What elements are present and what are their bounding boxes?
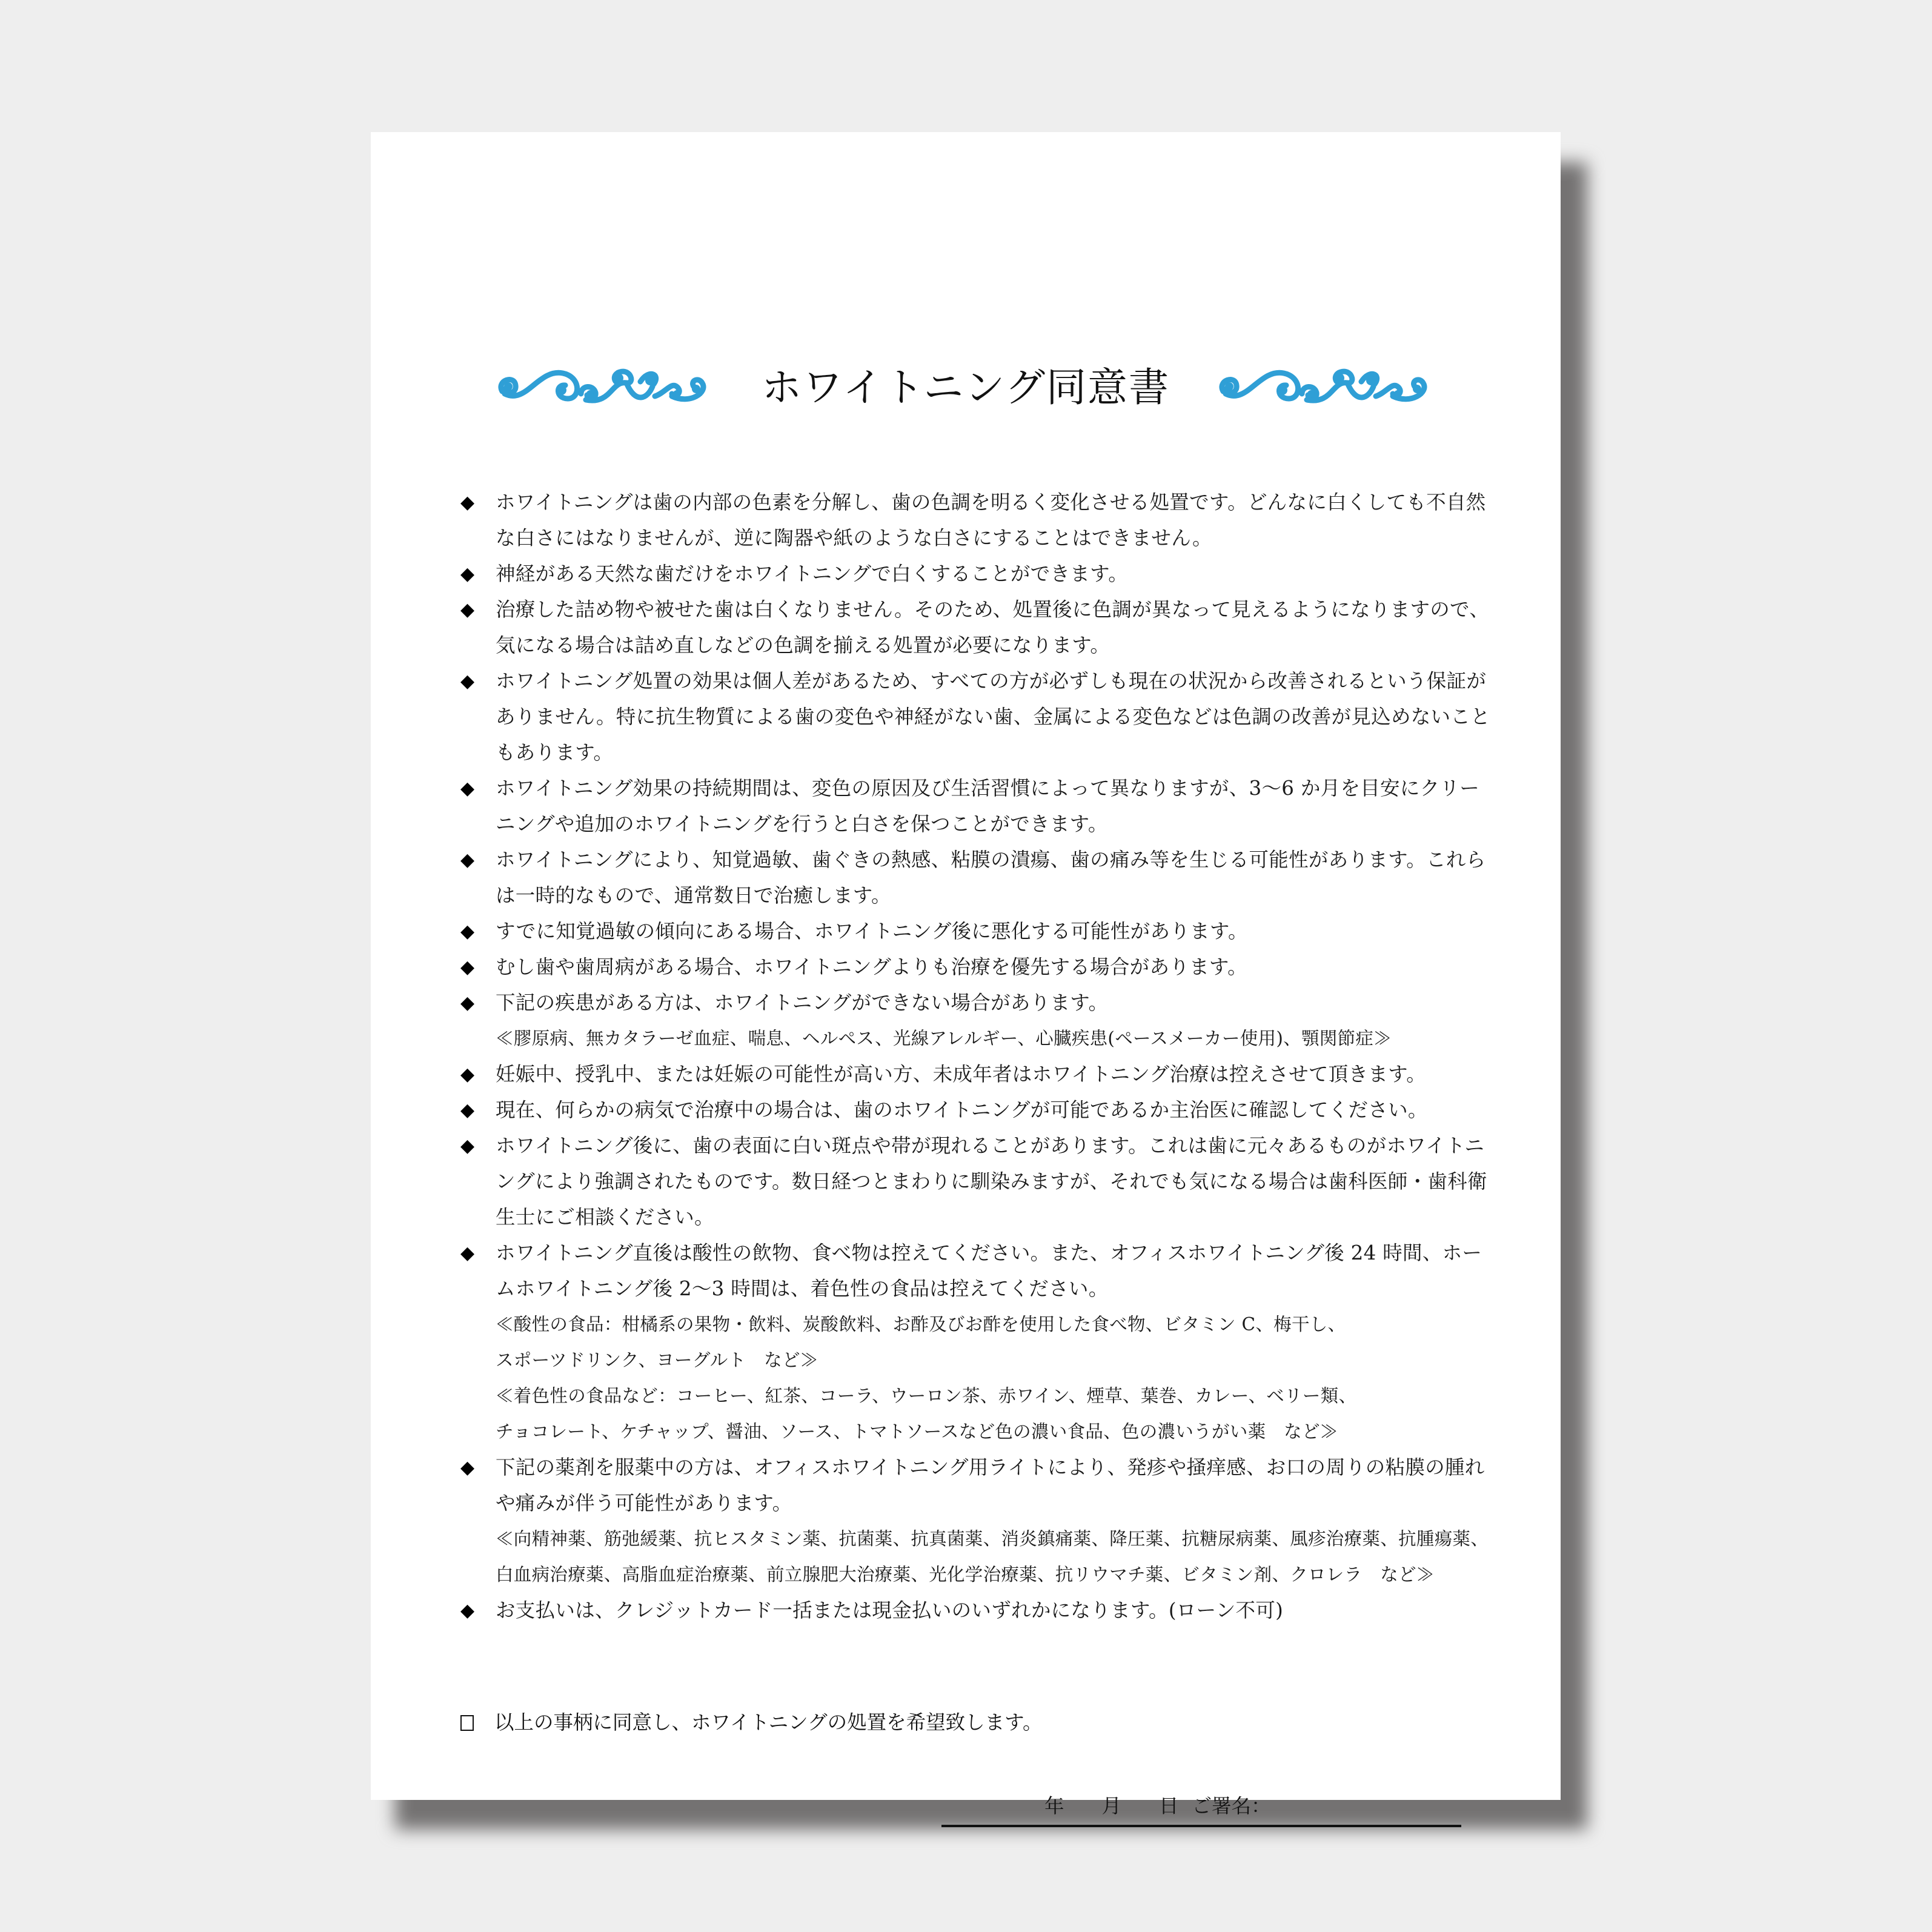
diamond-bullet-icon: ◆ xyxy=(460,1243,475,1264)
year-label: 年 xyxy=(1044,1794,1064,1817)
item-text: すでに知覚過敏の傾向にある場合、ホワイトニング後に悪化する可能性があります。 xyxy=(496,920,1248,943)
diamond-bullet-icon: ◆ xyxy=(460,921,475,942)
signature-line[interactable] xyxy=(941,1825,1461,1827)
document-title: ホワイトニング同意書 xyxy=(761,363,1170,411)
item-subnote: スポーツドリンク、ヨーグルト など≫ xyxy=(496,1350,818,1370)
item-text: ホワイトニング後に、歯の表面に白い斑点や帯が現れることがあります。これは歯に元々あるものがホワイトニ xyxy=(496,1134,1485,1157)
diamond-bullet-icon: ◆ xyxy=(460,1600,475,1621)
list-item xyxy=(460,485,1490,556)
list-item xyxy=(460,1057,1490,1092)
item-text: 妊娠中、授乳中、または妊娠の可能性が高い方、未成年者はホワイトニング治療は控えさせて頂きます。 xyxy=(496,1063,1427,1086)
month-label: 月 xyxy=(1101,1794,1122,1817)
item-subnote: チョコレート、ケチャップ、醤油、ソース、トマトソースなど色の濃い食品、色の濃いうがい薬 など≫ xyxy=(496,1421,1338,1442)
item-subnote: ≪膠原病、無カタラーゼ血症、喘息、ヘルペス、光線アレルギー、心臓疾患(ペースメーカー使用)、顎関節症≫ xyxy=(496,1028,1392,1049)
list-item xyxy=(460,1128,1490,1235)
signature-label: ご署名： xyxy=(1192,1794,1271,1817)
diamond-bullet-icon: ◆ xyxy=(460,599,475,620)
item-text: ホワイトニングは歯の内部の色素を分解し、歯の色調を明るく変化させる処置です。どんなに白くしても不自然 xyxy=(496,491,1486,514)
consent-label: 以上の事柄に同意し、ホワイトニングの処置を希望致します。 xyxy=(494,1711,1043,1734)
item-text: 神経がある天然な歯だけをホワイトニングで白くすることができます。 xyxy=(496,562,1129,585)
list-item xyxy=(460,1092,1490,1128)
item-subnote: ≪酸性の食品：柑橘系の果物・飲料、炭酸飲料、お酢及びお酢を使用した食べ物、ビタミン C、梅干し、 xyxy=(496,1314,1346,1335)
diamond-bullet-icon: ◆ xyxy=(460,992,475,1014)
item-text: や痛みが伴う可能性があります。 xyxy=(496,1492,792,1515)
consent-items-list xyxy=(460,485,1490,1628)
signature-block xyxy=(941,1791,1462,1827)
item-text: ングにより強調されたものです。数日経つとまわりに馴染みますが、それでも気になる場合は歯科医師・歯科衛 xyxy=(496,1170,1487,1193)
item-text: むし歯や歯周病がある場合、ホワイトニングよりも治療を優先する場合があります。 xyxy=(496,955,1247,978)
list-item xyxy=(460,949,1490,985)
item-text: な白さにはなりませんが、逆に陶器や紙のような白さにすることはできません。 xyxy=(496,526,1212,549)
diamond-bullet-icon: ◆ xyxy=(460,778,475,799)
item-text: ホワイトニング効果の持続期間は、変色の原因及び生活習慣によって異なりますが、3〜6 か月を目安にクリー xyxy=(496,777,1480,800)
list-item xyxy=(460,771,1490,842)
list-item xyxy=(460,556,1490,592)
list-item xyxy=(460,842,1490,914)
list-item xyxy=(460,1235,1490,1450)
list-item xyxy=(460,914,1490,949)
item-text: ありません。特に抗生物質による歯の変色や神経がない歯、金属による変色などは色調の改善が見込めないこと xyxy=(496,705,1490,728)
item-subnote: ≪向精神薬、筋弛緩薬、抗ヒスタミン薬、抗菌薬、抗真菌薬、消炎鎮痛薬、降圧薬、抗糖尿病薬、風疹治療薬、抗腫瘍薬、 xyxy=(496,1529,1489,1549)
consent-checkbox[interactable] xyxy=(460,1715,474,1731)
consent-row xyxy=(460,1705,1042,1741)
list-item xyxy=(460,1593,1490,1628)
item-text: お支払いは、クレジットカード一括または現金払いのいずれかになります。(ローン不可) xyxy=(496,1599,1284,1622)
diamond-bullet-icon: ◆ xyxy=(460,957,475,978)
consent-form-page xyxy=(371,132,1561,1817)
diamond-bullet-icon: ◆ xyxy=(460,492,475,513)
day-label: 日 xyxy=(1159,1794,1179,1817)
item-text: 下記の疾患がある方は、ホワイトニングができない場合があります。 xyxy=(496,991,1109,1014)
item-subnote: ≪着色性の食品など：コーヒー、紅茶、コーラ、ウーロン茶、赤ワイン、煙草、葉巻、カレー、ベリー類、 xyxy=(496,1386,1357,1406)
list-item xyxy=(460,1450,1490,1593)
item-text: ムホワイトニング後 2〜3 時間は、着色性の食品は控えてください。 xyxy=(496,1277,1109,1300)
item-text: ホワイトニングにより、知覚過敏、歯ぐきの熱感、粘膜の潰瘍、歯の痛み等を生じる可能性があります。これら xyxy=(496,848,1486,871)
item-text: ホワイトニング直後は酸性の飲物、食べ物は控えてください。また、オフィスホワイトニング後 24 時間、ホー xyxy=(496,1241,1482,1264)
item-text: 生士にご相談ください。 xyxy=(496,1206,714,1229)
item-text: は一時的なもので、通常数日で治癒します。 xyxy=(496,884,891,907)
item-text: もあります。 xyxy=(496,741,614,764)
list-item xyxy=(460,985,1490,1057)
diamond-bullet-icon: ◆ xyxy=(460,671,475,692)
title-row xyxy=(371,350,1561,417)
item-text: 気になる場合は詰め直しなどの色調を揃える処置が必要になります。 xyxy=(496,634,1110,657)
left-flourish-icon xyxy=(490,356,720,411)
diamond-bullet-icon: ◆ xyxy=(460,1135,475,1157)
diamond-bullet-icon: ◆ xyxy=(460,563,475,585)
item-text: 現在、何らかの病気で治療中の場合は、歯のホワイトニングが可能であるか主治医に確認してください。 xyxy=(496,1098,1428,1121)
right-flourish-icon xyxy=(1211,356,1441,411)
item-text: ニングや追加のホワイトニングを行うと白さを保つことができます。 xyxy=(496,812,1108,835)
item-subnote: 白血病治療薬、高脂血症治療薬、前立腺肥大治療薬、光化学治療薬、抗リウマチ薬、ビタミン剤、クロレラ など≫ xyxy=(496,1564,1435,1585)
list-item xyxy=(460,663,1490,771)
item-text: 治療した詰め物や被せた歯は白くなりません。そのため、処置後に色調が異なって見えるようになりますので、 xyxy=(496,598,1490,621)
diamond-bullet-icon: ◆ xyxy=(460,1100,475,1121)
item-text: 下記の薬剤を服薬中の方は、オフィスホワイトニング用ライトにより、発疹や掻痒感、お口の周りの粘膜の腫れ xyxy=(496,1456,1485,1479)
diamond-bullet-icon: ◆ xyxy=(460,1064,475,1085)
list-item xyxy=(460,592,1490,663)
diamond-bullet-icon: ◆ xyxy=(460,1457,475,1478)
item-text: ホワイトニング処置の効果は個人差があるため、すべての方が必ずしも現在の状況から改善されるという保証が xyxy=(496,669,1487,692)
diamond-bullet-icon: ◆ xyxy=(460,849,475,871)
